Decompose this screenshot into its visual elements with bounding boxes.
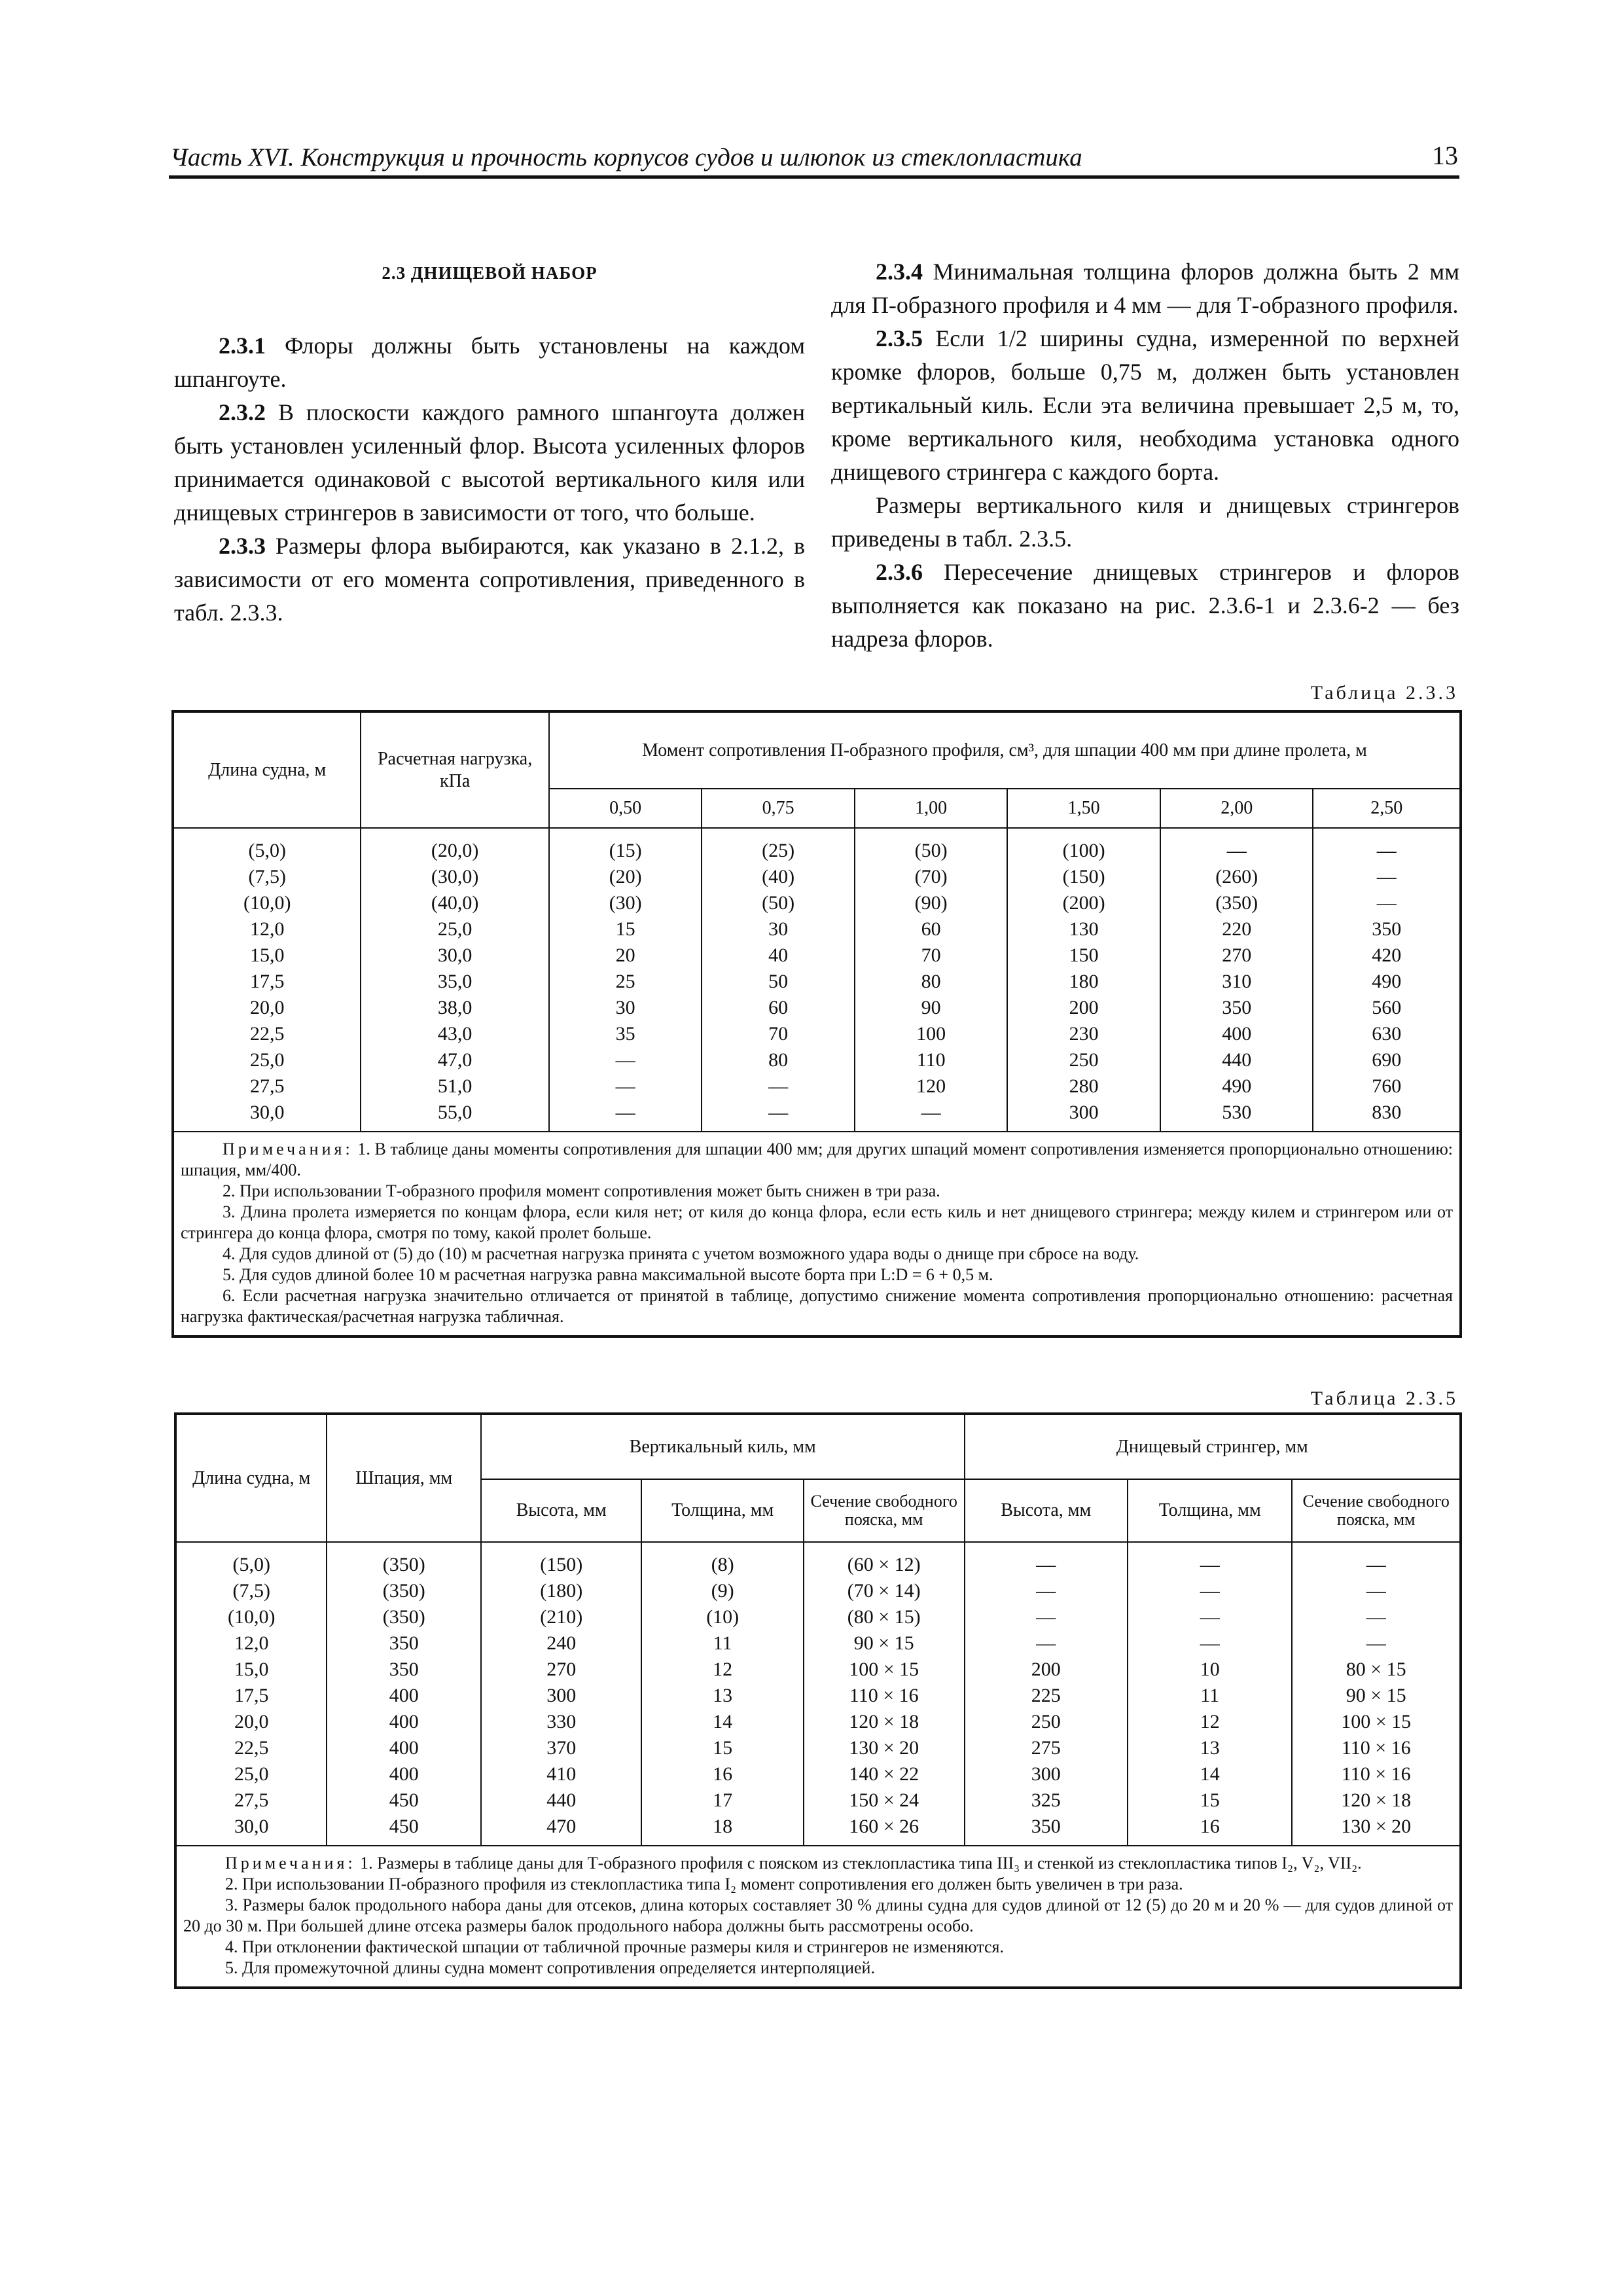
table-cell: 17 (641, 1787, 804, 1814)
clause-number: 2.3.4 (876, 259, 923, 285)
table-cell: 11 (1128, 1683, 1293, 1709)
table-cell: 38,0 (361, 995, 549, 1021)
table-cell: 410 (481, 1761, 641, 1787)
table-cell: 350 (1313, 916, 1461, 942)
table-cell: 325 (965, 1787, 1128, 1814)
table-cell: 80 (702, 1047, 854, 1073)
table-cell: 470 (481, 1814, 641, 1846)
table-row (173, 864, 1461, 890)
table-cell: 350 (965, 1814, 1128, 1846)
table-row (175, 1630, 1461, 1657)
sub-header: Высота, мм (481, 1479, 641, 1542)
span-header: 0,50 (549, 789, 702, 828)
table-cell: 120 × 18 (1292, 1787, 1461, 1814)
note-text: 1. В таблице даны моменты сопротивления для шпации 400 мм; для других шпаций момент сопротивления изменяется пропорционально отношению: шпация, мм/400. (181, 1139, 1453, 1179)
table-cell: — (549, 1100, 702, 1132)
table-cell: 450 (327, 1814, 481, 1846)
paragraph (831, 322, 1459, 489)
table-cell: — (965, 1630, 1128, 1657)
table-cell: 150 (1007, 942, 1160, 969)
table-cell: 12,0 (175, 1630, 327, 1657)
span-header: 2,00 (1160, 789, 1313, 828)
table-cell: 350 (1160, 995, 1313, 1021)
table-cell: 110 × 16 (1292, 1735, 1461, 1761)
table-cell: 120 × 18 (804, 1709, 965, 1735)
table-cell: 47,0 (361, 1047, 549, 1073)
table-cell: 20 (549, 942, 702, 969)
table-cell: (100) (1007, 828, 1160, 864)
note-text: 1. Размеры в таблице даны для Т-образного профиля с пояском из стеклопластика типа III₃ и стенкой из стеклопластика типов I₂, V₂, VII₂. (355, 1854, 1362, 1873)
table-cell: — (1128, 1630, 1293, 1657)
table-row (175, 1709, 1461, 1735)
column-header: Днищевый стрингер, мм (965, 1414, 1461, 1479)
table-cell: — (1128, 1604, 1293, 1630)
table-cell: (80 × 15) (804, 1604, 965, 1630)
table-cell: 13 (1128, 1735, 1293, 1761)
note: 5. Для промежуточной длины судна момент сопротивления определяется интерполяцией. (225, 1958, 875, 1977)
table-cell: 100 × 15 (1292, 1709, 1461, 1735)
table-cell: 12,0 (173, 916, 361, 942)
table-cell: 530 (1160, 1100, 1313, 1132)
table-cell: 30,0 (173, 1100, 361, 1132)
table-cell: 51,0 (361, 1073, 549, 1100)
table-cell: 300 (481, 1683, 641, 1709)
table-cell: 450 (327, 1787, 481, 1814)
table-cell: 15 (1128, 1787, 1293, 1814)
paragraph (831, 556, 1459, 656)
table-cell: 300 (965, 1761, 1128, 1787)
table-cell: 490 (1313, 969, 1461, 995)
table-row (175, 1761, 1461, 1787)
clause-number: 2.3.1 (219, 332, 266, 359)
table-cell: — (1292, 1578, 1461, 1604)
paragraph (174, 529, 805, 630)
table-cell: 55,0 (361, 1100, 549, 1132)
table-cell: 17,5 (173, 969, 361, 995)
table-row (173, 995, 1461, 1021)
table-cell: 120 (855, 1073, 1007, 1100)
table-cell: 12 (641, 1657, 804, 1683)
table-cell: 275 (965, 1735, 1128, 1761)
header-rule (169, 175, 1459, 179)
table-cell: 30,0 (175, 1814, 327, 1846)
span-header: 0,75 (702, 789, 854, 828)
table-row (173, 890, 1461, 916)
table-cell: 100 × 15 (804, 1657, 965, 1683)
table-cell: 25 (549, 969, 702, 995)
table-cell: — (1313, 864, 1461, 890)
table-cell: — (1160, 828, 1313, 864)
table-cell: 18 (641, 1814, 804, 1846)
table-cell: 15,0 (175, 1657, 327, 1683)
clause-number: 2.3.3 (219, 533, 266, 559)
table-body (173, 828, 1461, 1132)
table-cell: (350) (327, 1578, 481, 1604)
table-cell: 110 (855, 1047, 1007, 1073)
table-cell: 270 (1160, 942, 1313, 969)
table-cell: 310 (1160, 969, 1313, 995)
table-cell: 300 (1007, 1100, 1160, 1132)
note: 3. Размеры балок продольного набора даны для отсеков, длина которых составляет 30 % длины судна для судов длиной от 12 (5) до 20 м и 20 % — для судов длиной от 20 до 30 м. При большей длине отсека размеры балок продольного набора должны быть рассмотрены особо. (183, 1895, 1453, 1935)
table-cell: 230 (1007, 1021, 1160, 1047)
table-cell: 90 (855, 995, 1007, 1021)
table-cell: 70 (855, 942, 1007, 969)
table-cell: 20,0 (175, 1709, 327, 1735)
table-cell: 270 (481, 1657, 641, 1683)
table-cell: 17,5 (175, 1683, 327, 1709)
right-column (831, 255, 1459, 656)
table-row (173, 969, 1461, 995)
page-number: 13 (1432, 141, 1458, 170)
table-cell: (20,0) (361, 828, 549, 864)
table-cell: 370 (481, 1735, 641, 1761)
table-cell: — (702, 1100, 854, 1132)
table-cell: 440 (1160, 1047, 1313, 1073)
table-cell: 400 (327, 1683, 481, 1709)
table-cell: 760 (1313, 1073, 1461, 1100)
sub-header: Высота, мм (965, 1479, 1128, 1542)
table-cell: 13 (641, 1683, 804, 1709)
table-cell: (180) (481, 1578, 641, 1604)
column-header: Длина судна, м (173, 711, 361, 828)
table-cell: 30 (702, 916, 854, 942)
span-header: 1,50 (1007, 789, 1160, 828)
table-cell: 27,5 (175, 1787, 327, 1814)
span-header: 2,50 (1313, 789, 1461, 828)
table-cell: 16 (641, 1761, 804, 1787)
clause-number: 2.3.2 (219, 399, 266, 425)
table-cell: 30,0 (361, 942, 549, 969)
table-cell: (150) (481, 1542, 641, 1578)
table-cell: 200 (965, 1657, 1128, 1683)
paragraph (831, 489, 1459, 556)
note: 4. При отклонении фактической шпации от табличной прочные размеры киля и стрингеров не изменяются. (225, 1937, 1004, 1956)
table-cell: 15,0 (173, 942, 361, 969)
sub-header: Толщина, мм (641, 1479, 804, 1542)
table-2-3-5 (174, 1412, 1462, 1989)
paragraph (831, 255, 1459, 322)
paragraph (174, 329, 805, 396)
running-header-title: Часть XVI. Конструкция и прочность корпусов судов и шлюпок из стеклопластика (170, 143, 1082, 171)
table-cell: 22,5 (173, 1021, 361, 1047)
table-cell: 140 × 22 (804, 1761, 965, 1787)
table-cell: (40,0) (361, 890, 549, 916)
column-header: Вертикальный киль, мм (481, 1414, 965, 1479)
table-cell: 400 (327, 1735, 481, 1761)
table-row (175, 1604, 1461, 1630)
table-cell: — (1313, 828, 1461, 864)
table-cell: 400 (1160, 1021, 1313, 1047)
table-cell: 14 (1128, 1761, 1293, 1787)
table-notes (175, 1846, 1461, 1988)
table-cell: 160 × 26 (804, 1814, 965, 1846)
table-cell: (15) (549, 828, 702, 864)
table-cell: 25,0 (361, 916, 549, 942)
table-cell: (30,0) (361, 864, 549, 890)
note: 3. Длина пролета измеряется по концам флора, если киля нет; от киля до конца флора, если есть киль и нет днищевого стрингера; между килем и стрингером или от стрингера до конца флора, смотря по тому, какой пролет больше. (181, 1202, 1453, 1242)
table-row (175, 1542, 1461, 1578)
table-row (175, 1814, 1461, 1846)
table-cell: — (549, 1073, 702, 1100)
table-cell: 200 (1007, 995, 1160, 1021)
table-cell: — (1128, 1542, 1293, 1578)
table-cell: — (965, 1578, 1128, 1604)
table-cell: (10,0) (173, 890, 361, 916)
table-cell: (5,0) (175, 1542, 327, 1578)
table-row (173, 942, 1461, 969)
table-cell: 60 (855, 916, 1007, 942)
table-cell: 60 (702, 995, 854, 1021)
table-cell: 350 (327, 1657, 481, 1683)
table-cell: 30 (549, 995, 702, 1021)
paragraph-text: Размеры вертикального киля и днищевых стрингеров приведены в табл. 2.3.5. (831, 492, 1459, 552)
table-cell: 22,5 (175, 1735, 327, 1761)
table-cell: 90 × 15 (1292, 1683, 1461, 1709)
table-cell: 25,0 (175, 1761, 327, 1787)
table-cell: 130 × 20 (1292, 1814, 1461, 1846)
table-cell: (10) (641, 1604, 804, 1630)
table-cell: — (965, 1604, 1128, 1630)
table-cell: — (1292, 1542, 1461, 1578)
left-column (174, 255, 805, 630)
table-cell: 80 × 15 (1292, 1657, 1461, 1683)
table-cell: (50) (702, 890, 854, 916)
column-header: Шпация, мм (327, 1414, 481, 1542)
table-cell: 12 (1128, 1709, 1293, 1735)
table-cell: (8) (641, 1542, 804, 1578)
table-cell: (260) (1160, 864, 1313, 890)
table-cell: 90 × 15 (804, 1630, 965, 1657)
column-header: Длина судна, м (175, 1414, 327, 1542)
note: 5. Для судов длиной более 10 м расчетная нагрузка равна максимальной высоте борта при L:D = 6 + 0,5 м. (223, 1265, 993, 1284)
table-cell: 35,0 (361, 969, 549, 995)
paragraph-text: Флоры должны быть установлены на каждом шпангоуте. (174, 332, 805, 392)
table-row (173, 1073, 1461, 1100)
table-cell: (350) (327, 1604, 481, 1630)
column-header: Момент сопротивления П-образного профиля, см³, для шпации 400 мм при длине пролета, м (549, 711, 1461, 789)
note (181, 1139, 1453, 1181)
table-cell: 400 (327, 1709, 481, 1735)
table-cell: 14 (641, 1709, 804, 1735)
table-cell: 350 (327, 1630, 481, 1657)
paragraph-text: Минимальная толщина флоров должна быть 2 мм для П-образного профиля и 4 мм — для Т-образного профиля. (831, 259, 1459, 318)
table-cell: 11 (641, 1630, 804, 1657)
table-body (175, 1542, 1461, 1846)
table-cell: 225 (965, 1683, 1128, 1709)
table-cell: 70 (702, 1021, 854, 1047)
table-cell: 400 (327, 1761, 481, 1787)
table-2-3-3 (171, 710, 1462, 1338)
table-cell: 80 (855, 969, 1007, 995)
table-cell: — (549, 1047, 702, 1073)
table-row (173, 828, 1461, 864)
table-cell: 16 (1128, 1814, 1293, 1846)
table-notes (173, 1132, 1461, 1336)
table-cell: (90) (855, 890, 1007, 916)
table-cell: (40) (702, 864, 854, 890)
table-row (175, 1683, 1461, 1709)
table-cell: 250 (1007, 1047, 1160, 1073)
table-cell: 100 (855, 1021, 1007, 1047)
table-cell: 490 (1160, 1073, 1313, 1100)
table-cell: (70 × 14) (804, 1578, 965, 1604)
table-row (175, 1657, 1461, 1683)
sub-header: Сечение свободного пояска, мм (804, 1479, 965, 1542)
table-cell: (10,0) (175, 1604, 327, 1630)
table-row (173, 1047, 1461, 1073)
clause-number: 2.3.5 (876, 325, 923, 351)
table-cell: (30) (549, 890, 702, 916)
table-cell: — (965, 1542, 1128, 1578)
table-row (175, 1735, 1461, 1761)
table-cell: 330 (481, 1709, 641, 1735)
sub-header: Толщина, мм (1128, 1479, 1293, 1542)
table-caption: Таблица 2.3.5 (1310, 1388, 1458, 1409)
table-cell: 420 (1313, 942, 1461, 969)
table-cell: 35 (549, 1021, 702, 1047)
table-cell: 40 (702, 942, 854, 969)
table-cell: 560 (1313, 995, 1461, 1021)
table-cell: (50) (855, 828, 1007, 864)
table-cell: (20) (549, 864, 702, 890)
table-cell: (9) (641, 1578, 804, 1604)
table-cell: 240 (481, 1630, 641, 1657)
note (183, 1853, 1453, 1874)
table-cell: — (1292, 1604, 1461, 1630)
table-cell: 50 (702, 969, 854, 995)
section-heading: 2.3 ДНИЩЕВОЙ НАБОР (382, 263, 597, 283)
table-caption: Таблица 2.3.3 (1310, 682, 1458, 704)
table-cell: — (1128, 1578, 1293, 1604)
column-header: Расчетная нагрузка, кПа (361, 711, 549, 828)
table-cell: 220 (1160, 916, 1313, 942)
table-cell: 15 (641, 1735, 804, 1761)
table-cell: 180 (1007, 969, 1160, 995)
table-cell: (350) (327, 1542, 481, 1578)
paragraph-text: Размеры флора выбираются, как указано в 2.1.2, в зависимости от его момента сопротивления, приведенного в табл. 2.3.3. (174, 533, 805, 626)
note: 4. Для судов длиной от (5) до (10) м расчетная нагрузка принята с учетом возможного удара воды о днище при сбросе на воду. (223, 1244, 1139, 1263)
table-cell: (350) (1160, 890, 1313, 916)
table-cell: 20,0 (173, 995, 361, 1021)
table-cell: — (1292, 1630, 1461, 1657)
note: 2. При использовании П-образного профиля из стеклопластика типа I₂ момент сопротивления его должен быть увеличен в три раза. (225, 1874, 1183, 1893)
span-header: 1,00 (855, 789, 1007, 828)
paragraph (174, 396, 805, 529)
table-row (173, 1100, 1461, 1132)
table-cell: 130 × 20 (804, 1735, 965, 1761)
table-cell: — (1313, 890, 1461, 916)
table-row (173, 916, 1461, 942)
table-cell: 280 (1007, 1073, 1160, 1100)
table-cell: 150 × 24 (804, 1787, 965, 1814)
notes-label: Примечания: (225, 1854, 356, 1873)
table-cell: 43,0 (361, 1021, 549, 1047)
table-row (175, 1787, 1461, 1814)
table-row (175, 1578, 1461, 1604)
table-cell: 27,5 (173, 1073, 361, 1100)
table-cell: 690 (1313, 1047, 1461, 1073)
table-cell: 440 (481, 1787, 641, 1814)
note: 2. При использовании Т-образного профиля момент сопротивления может быть снижен в три раза. (223, 1181, 940, 1200)
paragraph-text: В плоскости каждого рамного шпангоута должен быть установлен усиленный флор. Высота усиленных флоров принимается одинаковой с высотой вертикального киля или днищевых стрингеров в зависимости от того, что больше. (174, 399, 805, 526)
table-cell: 250 (965, 1709, 1128, 1735)
table-cell: (200) (1007, 890, 1160, 916)
note: 6. Если расчетная нагрузка значительно отличается от принятой в таблице, допустимо снижение момента сопротивления пропорционально отношению: расчетная нагрузка фактическая/расчетная нагрузка табличная. (181, 1286, 1453, 1326)
table-row (173, 1021, 1461, 1047)
table-cell: (7,5) (173, 864, 361, 890)
table-cell: (60 × 12) (804, 1542, 965, 1578)
table-cell: 830 (1313, 1100, 1461, 1132)
table-cell: (25) (702, 828, 854, 864)
table-cell: 630 (1313, 1021, 1461, 1047)
sub-header: Сечение свободного пояска, мм (1292, 1479, 1461, 1542)
table-cell: — (702, 1073, 854, 1100)
table-cell: 15 (549, 916, 702, 942)
table-cell: 10 (1128, 1657, 1293, 1683)
table-cell: 110 × 16 (1292, 1761, 1461, 1787)
table-cell: (70) (855, 864, 1007, 890)
table-cell: 130 (1007, 916, 1160, 942)
paragraph-text: Если 1/2 ширины судна, измеренной по верхней кромке флоров, больше 0,75 м, должен быть установлен вертикальный киль. Если эта величина превышает 2,5 м, то, кроме вертикального киля, необходима установка одного днищевого стрингера с каждого борта. (831, 325, 1459, 485)
table-cell: 110 × 16 (804, 1683, 965, 1709)
table-cell: (210) (481, 1604, 641, 1630)
table-cell: (150) (1007, 864, 1160, 890)
table-cell: — (855, 1100, 1007, 1132)
clause-number: 2.3.6 (876, 559, 923, 585)
table-cell: 25,0 (173, 1047, 361, 1073)
notes-label: Примечания: (223, 1139, 353, 1158)
paragraph-text: Пересечение днищевых стрингеров и флоров выполняется как показано на рис. 2.3.6-1 и 2.3.6-2 — без надреза флоров. (831, 559, 1459, 652)
table-cell: (7,5) (175, 1578, 327, 1604)
table-cell: (5,0) (173, 828, 361, 864)
